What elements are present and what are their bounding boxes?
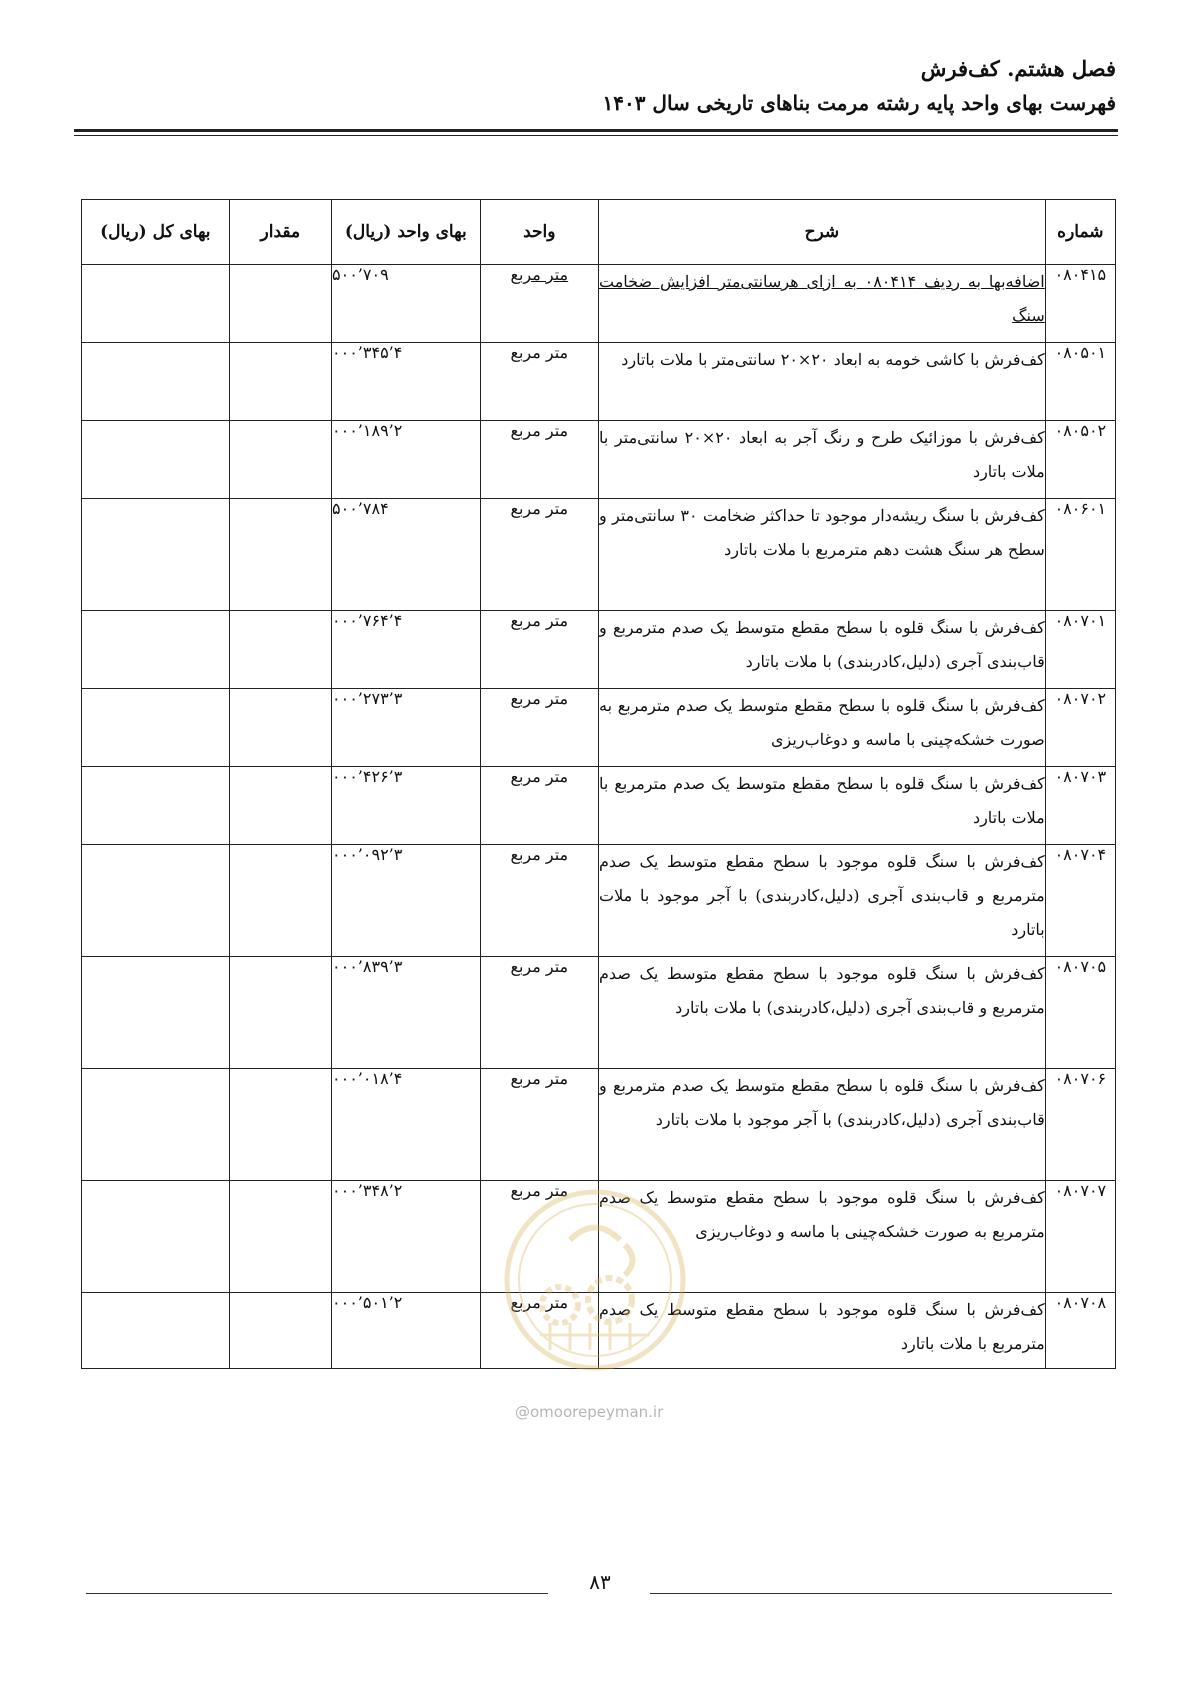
watermark-seal-logo bbox=[500, 1185, 690, 1375]
row-quantity bbox=[229, 1293, 331, 1369]
table-header-row bbox=[82, 200, 1116, 265]
row-unit-price: ۳’۲۷۳’۰۰۰ bbox=[332, 689, 481, 767]
row-number: ۰۸۰۷۰۳ bbox=[1045, 767, 1115, 845]
row-number: ۰۸۰۷۰۲ bbox=[1045, 689, 1115, 767]
table-row bbox=[82, 499, 1116, 611]
page-number: ۸۳ bbox=[589, 1570, 611, 1594]
row-total-price bbox=[82, 957, 230, 1069]
row-total-price bbox=[82, 611, 230, 689]
row-description: کف‌فرش با سنگ قلوه با سطح مقطع متوسط یک صدم مترمربع و قاب‌بندی آجری (دلیل،کادربندی) با ملات باتارد bbox=[599, 611, 1046, 689]
document-title: فهرست بهای واحد پایه رشته مرمت بناهای تاریخی سال ۱۴۰۳ bbox=[602, 91, 1116, 115]
row-quantity bbox=[229, 1181, 331, 1293]
row-quantity bbox=[229, 343, 331, 421]
row-unit: متر مربع bbox=[480, 499, 598, 611]
row-number: ۰۸۰۷۰۱ bbox=[1045, 611, 1115, 689]
row-unit-price: ۷۸۴’۵۰۰ bbox=[332, 499, 481, 611]
row-total-price bbox=[82, 1293, 230, 1369]
row-unit: متر مربع bbox=[480, 1181, 598, 1293]
row-unit: متر مربع bbox=[480, 689, 598, 767]
col-header-number: شماره bbox=[1045, 200, 1115, 265]
header-rule-thin bbox=[74, 135, 1118, 136]
table-row bbox=[82, 845, 1116, 957]
row-unit: متر مربع bbox=[480, 1069, 598, 1181]
row-unit: متر مربع bbox=[480, 611, 598, 689]
row-unit-price: ۴’۷۶۴’۰۰۰ bbox=[332, 611, 481, 689]
row-description: کف‌فرش با سنگ قلوه موجود با سطح مقطع متوسط یک صدم مترمربع و قاب‌بندی آجری (دلیل،کادربندی) با ملات باتارد bbox=[599, 957, 1046, 1069]
row-unit-price: ۲’۵۰۱’۰۰۰ bbox=[332, 1293, 481, 1369]
row-number: ۰۸۰۷۰۵ bbox=[1045, 957, 1115, 1069]
row-unit-price: ۳’۰۹۲’۰۰۰ bbox=[332, 845, 481, 957]
footer-rule-right bbox=[650, 1593, 1112, 1594]
row-unit-price: ۲’۱۸۹’۰۰۰ bbox=[332, 421, 481, 499]
row-total-price bbox=[82, 343, 230, 421]
row-unit-price: ۴’۰۱۸’۰۰۰ bbox=[332, 1069, 481, 1181]
row-total-price bbox=[82, 1181, 230, 1293]
col-header-total-price: بهای کل (ریال) bbox=[82, 200, 230, 265]
row-description: کف‌فرش با سنگ قلوه با سطح مقطع متوسط یک صدم مترمربع به صورت خشکه‌چینی با ماسه و دوغاب‌ریزی bbox=[599, 689, 1046, 767]
row-total-price bbox=[82, 265, 230, 343]
row-unit: متر مربع bbox=[480, 421, 598, 499]
col-header-unit-price: بهای واحد (ریال) bbox=[332, 200, 481, 265]
row-description: کف‌فرش با سنگ قلوه با سطح مقطع متوسط یک صدم مترمربع و قاب‌بندی آجری (دلیل،کادربندی) با آجر موجود با ملات باتارد bbox=[599, 1069, 1046, 1181]
row-quantity bbox=[229, 845, 331, 957]
row-number: ۰۸۰۷۰۴ bbox=[1045, 845, 1115, 957]
page-header bbox=[602, 52, 1116, 120]
row-unit: متر مربع bbox=[480, 767, 598, 845]
col-header-quantity: مقدار bbox=[229, 200, 331, 265]
row-description: کف‌فرش با سنگ قلوه موجود با سطح مقطع متوسط یک صدم مترمربع به صورت خشکه‌چینی با ماسه و دوغاب‌ریزی bbox=[599, 1181, 1046, 1293]
row-total-price bbox=[82, 845, 230, 957]
row-unit-price: ۷۰۹’۵۰۰ bbox=[332, 265, 481, 343]
col-header-unit: واحد bbox=[480, 200, 598, 265]
row-quantity bbox=[229, 611, 331, 689]
row-number: ۰۸۰۷۰۷ bbox=[1045, 1181, 1115, 1293]
header-rule-thick bbox=[74, 129, 1118, 132]
row-unit-price: ۲’۳۴۸’۰۰۰ bbox=[332, 1181, 481, 1293]
row-quantity bbox=[229, 421, 331, 499]
table-row bbox=[82, 265, 1116, 343]
row-quantity bbox=[229, 957, 331, 1069]
row-quantity bbox=[229, 499, 331, 611]
row-total-price bbox=[82, 767, 230, 845]
table-row bbox=[82, 767, 1116, 845]
watermark-url: @omoorepeyman.ir bbox=[515, 1403, 664, 1421]
row-quantity bbox=[229, 689, 331, 767]
row-description: کف‌فرش با سنگ قلوه موجود با سطح مقطع متوسط یک صدم مترمربع با ملات باتارد bbox=[599, 1293, 1046, 1369]
row-unit: متر مربع bbox=[480, 845, 598, 957]
row-unit: متر مربع bbox=[480, 1293, 598, 1369]
chapter-title: فصل هشتم. کف‌فرش bbox=[920, 56, 1116, 81]
row-quantity bbox=[229, 265, 331, 343]
row-quantity bbox=[229, 1069, 331, 1181]
row-number: ۰۸۰۴۱۵ bbox=[1045, 265, 1115, 343]
row-number: ۰۸۰۵۰۱ bbox=[1045, 343, 1115, 421]
table-row bbox=[82, 689, 1116, 767]
row-description: کف‌فرش با سنگ قلوه با سطح مقطع متوسط یک صدم مترمربع با ملات باتارد bbox=[599, 767, 1046, 845]
row-quantity bbox=[229, 767, 331, 845]
row-description: کف‌فرش با سنگ ریشه‌دار موجود تا حداکثر ضخامت ۳۰ سانتی‌متر و سطح هر سنگ هشت دهم مترمربع با ملات باتارد bbox=[599, 499, 1046, 611]
table-row bbox=[82, 957, 1116, 1069]
row-unit: متر مربع bbox=[480, 957, 598, 1069]
col-header-description: شرح bbox=[599, 200, 1046, 265]
row-unit-price: ۴’۳۴۵’۰۰۰ bbox=[332, 343, 481, 421]
row-unit: متر مربع bbox=[480, 343, 598, 421]
row-number: ۰۸۰۷۰۸ bbox=[1045, 1293, 1115, 1369]
row-description: کف‌فرش با موزائیک طرح و رنگ آجر به ابعاد ۲۰×۲۰ سانتی‌متر با ملات باتارد bbox=[599, 421, 1046, 499]
table-row bbox=[82, 1069, 1116, 1181]
row-total-price bbox=[82, 1069, 230, 1181]
row-unit: متر مربع bbox=[480, 265, 598, 343]
footer-rule-left bbox=[86, 1593, 548, 1594]
row-unit-price: ۳’۴۲۶’۰۰۰ bbox=[332, 767, 481, 845]
row-description: اضافه‌بها به ردیف ۰۸۰۴۱۴ به ازای هرسانتی‌متر افزایش ضخامت سنگ bbox=[599, 265, 1046, 343]
table-row bbox=[82, 421, 1116, 499]
row-description: کف‌فرش با سنگ قلوه موجود با سطح مقطع متوسط یک صدم مترمربع و قاب‌بندی آجری (دلیل،کادربندی) با آجر موجود با ملات باتارد bbox=[599, 845, 1046, 957]
table-row bbox=[82, 611, 1116, 689]
row-number: ۰۸۰۵۰۲ bbox=[1045, 421, 1115, 499]
row-number: ۰۸۰۷۰۶ bbox=[1045, 1069, 1115, 1181]
row-total-price bbox=[82, 421, 230, 499]
row-unit-price: ۳’۸۳۹’۰۰۰ bbox=[332, 957, 481, 1069]
row-description: کف‌فرش با کاشی خومه به ابعاد ۲۰×۲۰ سانتی‌متر با ملات باتارد bbox=[599, 343, 1046, 421]
table-row bbox=[82, 343, 1116, 421]
row-total-price bbox=[82, 689, 230, 767]
row-number: ۰۸۰۶۰۱ bbox=[1045, 499, 1115, 611]
row-total-price bbox=[82, 499, 230, 611]
